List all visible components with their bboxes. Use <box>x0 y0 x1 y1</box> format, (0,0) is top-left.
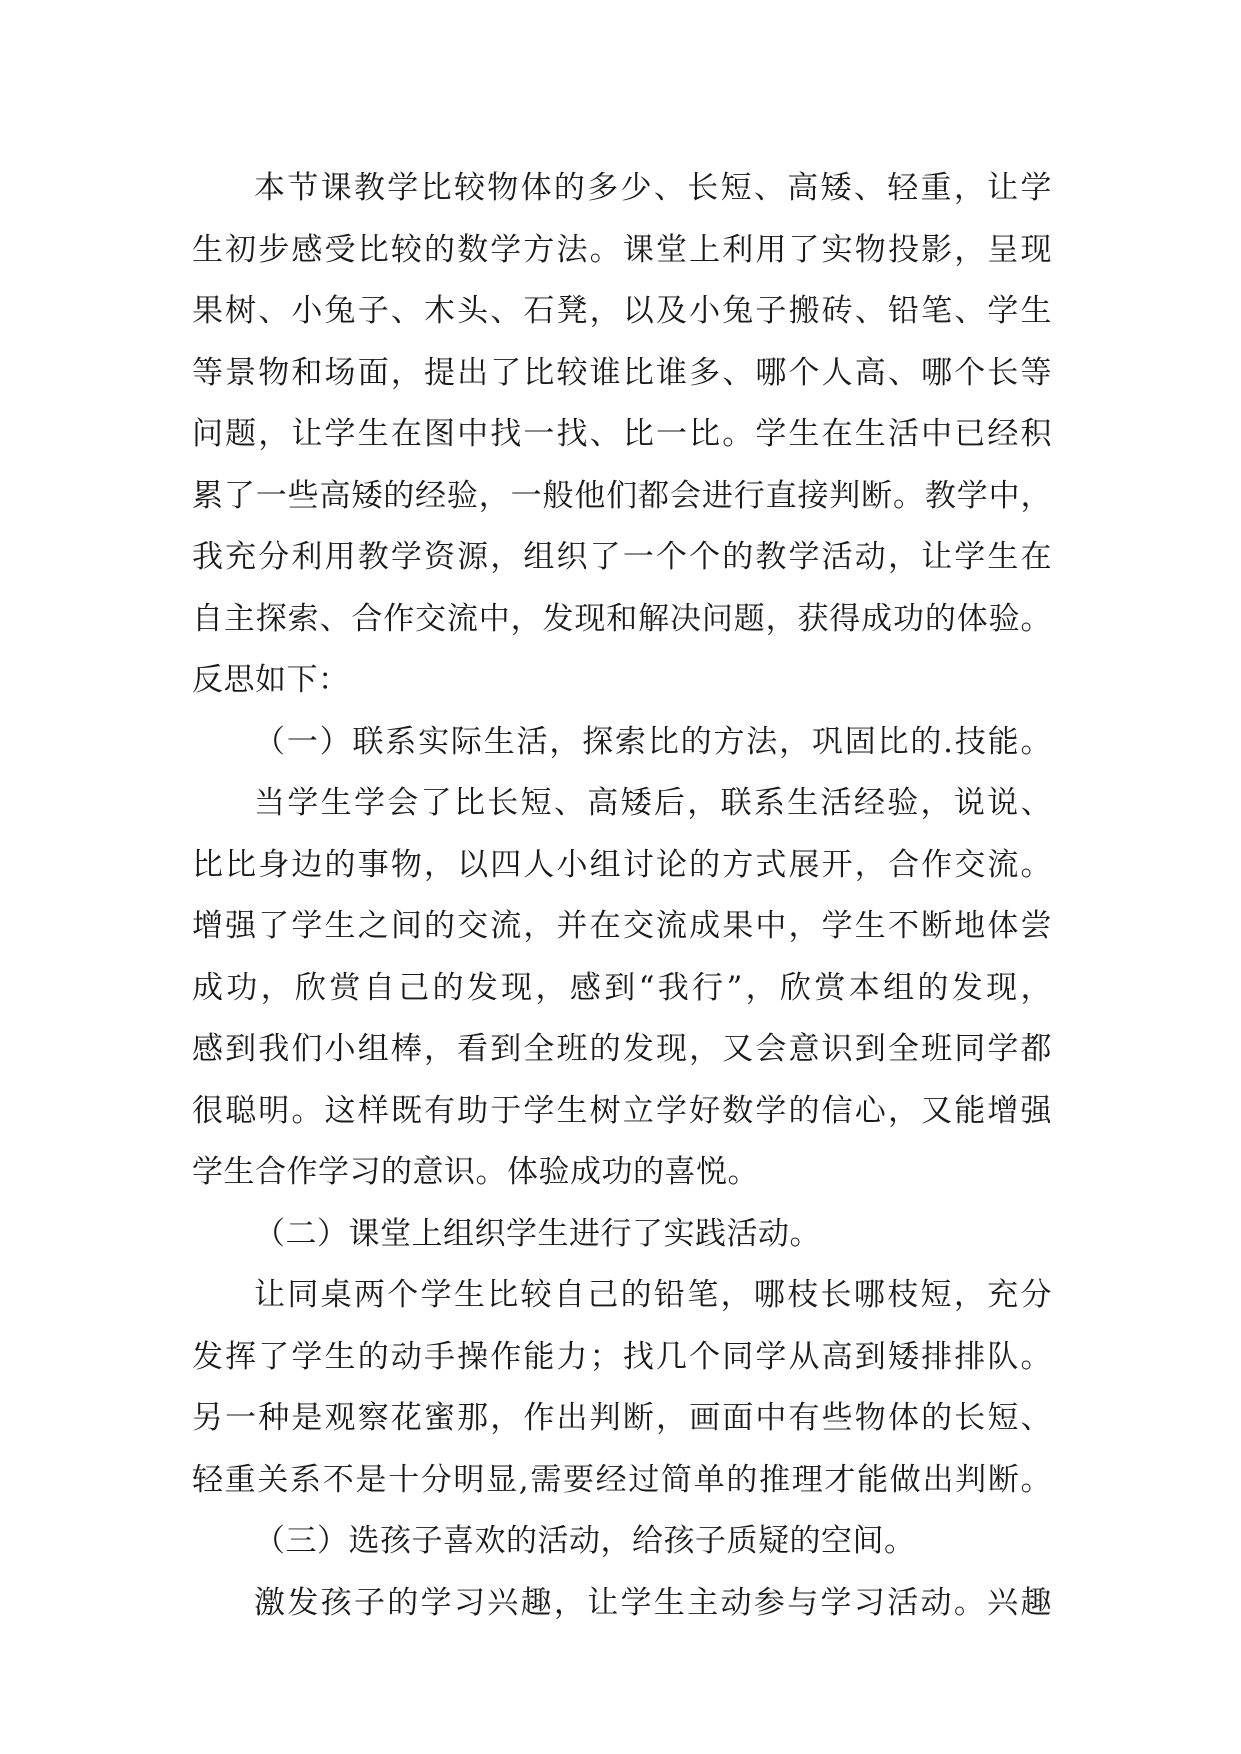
text-line <box>192 1450 1052 1512</box>
line-text: 增强了学生之间的交流，并在交流成果中，学生不断地体尝 <box>192 908 1052 944</box>
line-text: 本节课教学比较物体的多少、长短、高矮、轻重，让学 <box>254 170 1052 206</box>
text-line <box>192 958 1052 1020</box>
section-heading <box>192 1204 1052 1266</box>
text-line <box>192 589 1052 651</box>
text-line <box>192 343 1052 405</box>
line-text: 问题，让学生在图中找一找、比一比。学生在生活中已经积 <box>192 416 1052 452</box>
line-text: 另一种是观察花蜜那，作出判断，画面中有些物体的长短、 <box>192 1400 1052 1436</box>
text-line <box>192 773 1052 835</box>
text-line <box>192 281 1052 343</box>
line-text: 轻重关系不是十分明显,需要经过简单的推理才能做出判断。 <box>192 1461 1052 1498</box>
text-line <box>192 1019 1052 1081</box>
line-text: 反思如下： <box>192 662 350 698</box>
text-line <box>192 527 1052 589</box>
text-line <box>192 1573 1052 1635</box>
section-heading <box>192 1511 1052 1573</box>
document-body <box>192 158 1052 1634</box>
line-text: 我充分利用教学资源，组织了一个个的教学活动，让学生在 <box>192 539 1052 575</box>
heading-text: （一）联系实际生活，探索比的方法，巩固比的.技能。 <box>254 723 1052 760</box>
heading-text: （二）课堂上组织学生进行了实践活动。 <box>254 1215 821 1252</box>
text-line <box>192 404 1052 466</box>
line-text: 成功，欣赏自己的发现，感到“我行”，欣赏本组的发现， <box>192 969 1052 1006</box>
text-line <box>192 1142 1052 1204</box>
text-line <box>192 466 1052 528</box>
line-text: 比比身边的事物，以四人小组讨论的方式展开，合作交流。 <box>192 846 1052 883</box>
text-line <box>192 1081 1052 1143</box>
text-line <box>192 158 1052 220</box>
line-text: 果树、小兔子、木头、石凳，以及小兔子搬砖、铅笔、学生 <box>192 293 1052 329</box>
text-line <box>192 835 1052 897</box>
line-text: 激发孩子的学习兴趣，让学生主动参与学习活动。兴趣 <box>254 1584 1052 1621</box>
text-line <box>192 1265 1052 1327</box>
line-text: 让同桌两个学生比较自己的铅笔，哪枝长哪枝短，充分 <box>254 1277 1052 1313</box>
line-text: 等景物和场面，提出了比较谁比谁多、哪个人高、哪个长等 <box>192 354 1052 391</box>
text-line <box>192 220 1052 282</box>
line-text: 累了一些高矮的经验，一般他们都会进行直接判断。教学中， <box>192 477 1052 514</box>
line-text: 生初步感受比较的数学方法。课堂上利用了实物投影，呈现 <box>192 231 1052 268</box>
section-heading <box>192 712 1052 774</box>
line-text: 发挥了学生的动手操作能力；找几个同学从高到矮排排队。 <box>192 1338 1052 1375</box>
text-line <box>192 1327 1052 1389</box>
line-text: 很聪明。这样既有助于学生树立学好数学的信心，又能增强 <box>192 1092 1052 1129</box>
text-line <box>192 650 1052 712</box>
line-text: 感到我们小组棒，看到全班的发现，又会意识到全班同学都 <box>192 1031 1052 1067</box>
line-text: 自主探索、合作交流中，发现和解决问题，获得成功的体验。 <box>192 600 1052 637</box>
line-text: 当学生学会了比长短、高矮后，联系生活经验，说说、 <box>254 785 1052 821</box>
line-text: 学生合作学习的意识。体验成功的喜悦。 <box>192 1154 759 1190</box>
heading-text: （三）选孩子喜欢的活动，给孩子质疑的空间。 <box>254 1523 916 1559</box>
text-line <box>192 896 1052 958</box>
text-line <box>192 1388 1052 1450</box>
